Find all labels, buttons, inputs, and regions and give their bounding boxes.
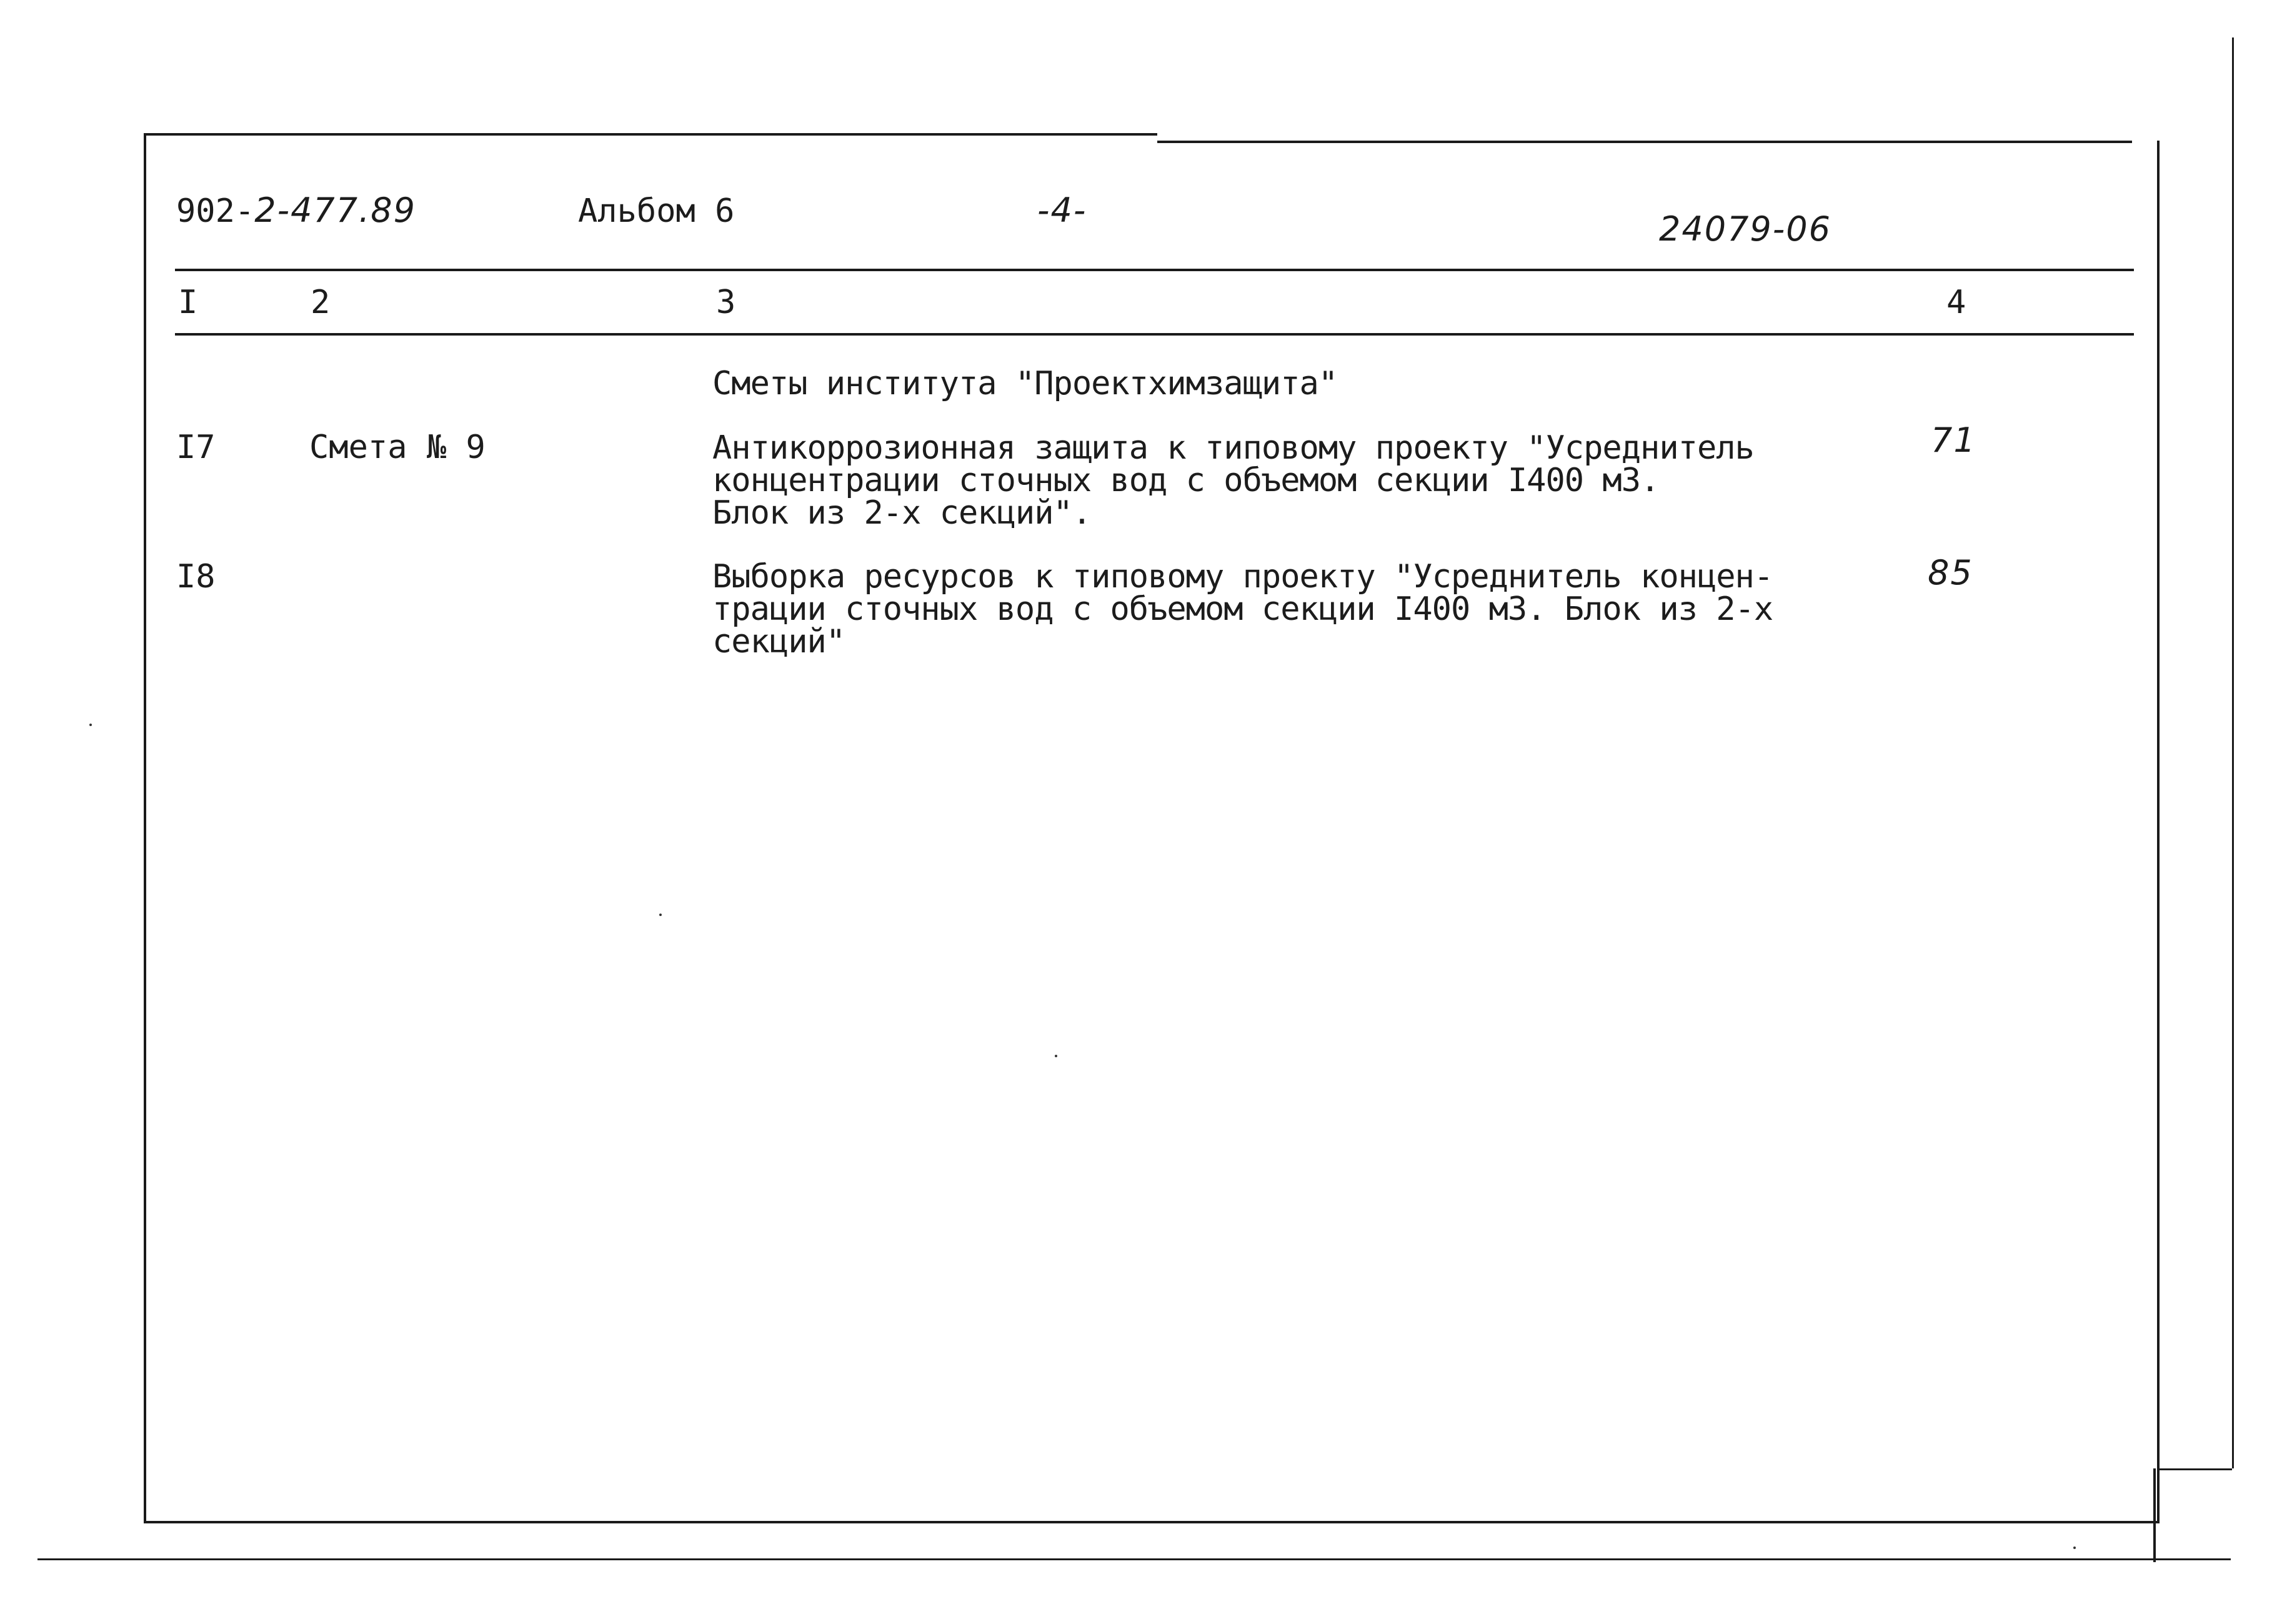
row-17-description [712, 430, 1754, 531]
row-18-line-2: трации сточных вод с объемом секции I400 м3. Блок из 2-х [712, 590, 1773, 628]
row-17-document: Смета № 9 [309, 429, 486, 466]
column-header-1: I [178, 284, 198, 321]
scan-speck [2073, 1547, 2076, 1549]
section-title: Сметы института "Проектхимзащита" [712, 365, 1338, 402]
frame-bottom [144, 1521, 2160, 1523]
doc-code [176, 191, 417, 230]
frame-top-left [145, 133, 1157, 136]
inventory-number: 24079-06 [1659, 209, 1831, 249]
row-18-number: I8 [176, 558, 216, 595]
frame-left [144, 133, 146, 1523]
row-17-line-1: Антикоррозионная защита к типовому проекту "Усреднитель [712, 429, 1754, 467]
sheet-right-stub [2153, 1468, 2156, 1562]
sheet-bottom-edge [37, 1558, 2231, 1560]
page-number: -4- [1037, 191, 1087, 230]
frame-top-right [1157, 141, 2132, 143]
row-18-sheet: 85 [1928, 553, 1973, 592]
header-rule-bottom [175, 333, 2134, 336]
header-rule-top [175, 269, 2134, 271]
column-header-4: 4 [1946, 284, 1966, 321]
frame-right [2157, 141, 2160, 1523]
column-header-3: 3 [716, 284, 736, 321]
row-18-description [712, 559, 1773, 660]
column-header-2: 2 [311, 284, 331, 321]
row-18-line-1: Выборка ресурсов к типовому проекту "Усреднитель концен- [712, 558, 1773, 595]
row-17-sheet: 71 [1931, 421, 1976, 460]
row-17-line-3: Блок из 2-х секций". [712, 494, 1092, 532]
scan-speck [659, 914, 662, 916]
album-label: Альбом 6 [578, 192, 735, 230]
scan-speck [1055, 1055, 1057, 1057]
doc-code-printed: 902- [176, 192, 255, 230]
scan-speck [89, 724, 92, 726]
row-17-line-2: концентрации сточных вод с объемом секции I400 м3. [712, 462, 1660, 499]
sheet-right-edge [2232, 37, 2234, 1468]
doc-code-handwritten: 2-477.89 [254, 191, 417, 230]
row-18-line-3: секций" [712, 623, 845, 660]
row-17-number: I7 [176, 429, 216, 466]
sheet-right-tick [2160, 1468, 2232, 1470]
